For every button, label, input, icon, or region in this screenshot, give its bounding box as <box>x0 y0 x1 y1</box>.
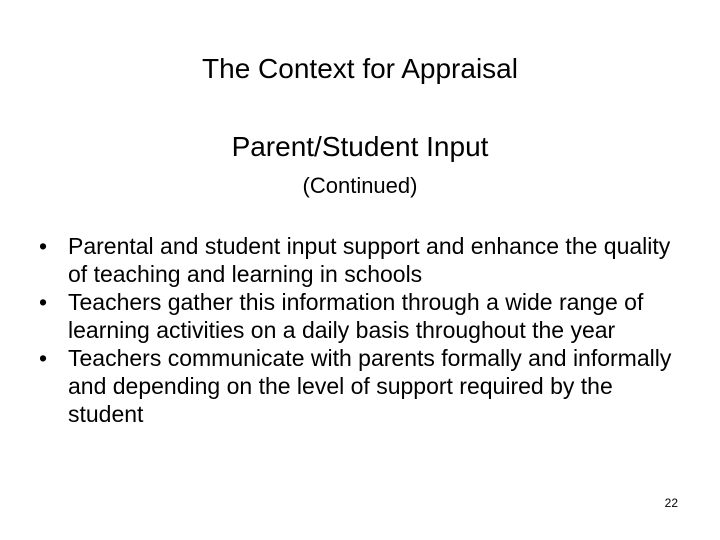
page-number: 22 <box>664 496 678 510</box>
bullet-list <box>28 232 688 428</box>
bullet-icon: • <box>38 233 48 259</box>
bullet-item <box>28 288 688 344</box>
bullet-item <box>28 232 688 288</box>
slide-subnote: (Continued) <box>302 173 418 198</box>
slide-subtitle: Parent/Student Input <box>231 131 489 162</box>
bullet-text: Teachers communicate with parents formally and informally and depending on the level of support required by the student <box>68 345 672 427</box>
bullet-item <box>28 344 688 428</box>
bullet-text: Parental and student input support and enhance the quality of teaching and learning in schools <box>68 233 671 287</box>
bullet-icon: • <box>38 289 48 315</box>
slide-title: The Context for Appraisal <box>202 53 518 84</box>
bullet-text: Teachers gather this information through a wide range of learning activities on a daily basis throughout the year <box>68 289 644 343</box>
bullet-icon: • <box>38 345 48 371</box>
